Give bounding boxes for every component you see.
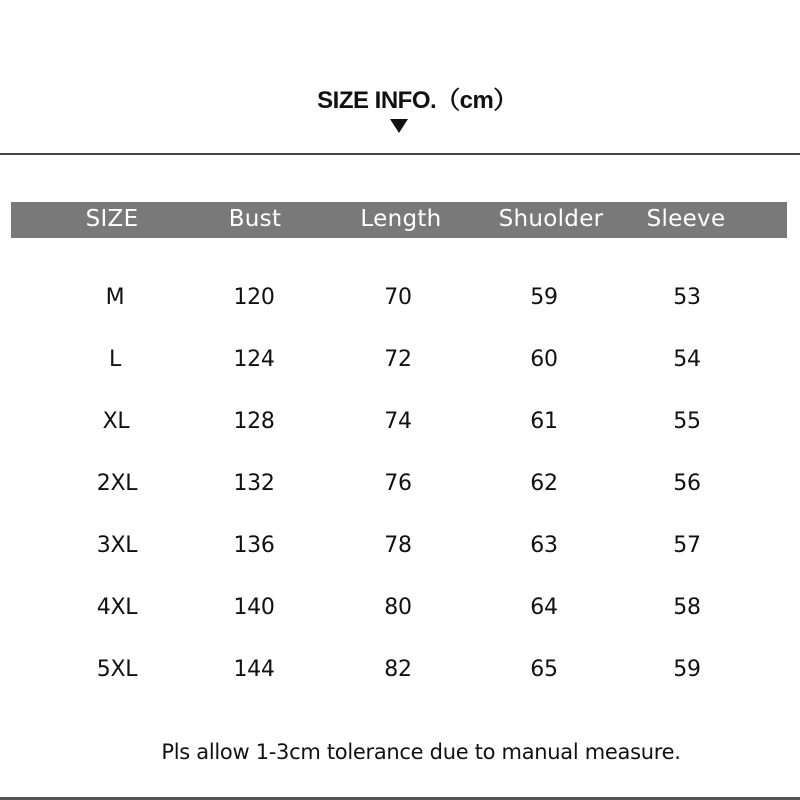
cell-bust: 140 bbox=[233, 595, 275, 620]
cell-sleeve: 58 bbox=[673, 595, 701, 620]
cell-shoulder: 61 bbox=[530, 409, 558, 434]
cell-length: 74 bbox=[384, 409, 412, 434]
cell-bust: 136 bbox=[233, 533, 275, 558]
cell-size: M bbox=[105, 285, 125, 310]
table-row bbox=[0, 347, 800, 387]
header-length: Length bbox=[360, 206, 442, 232]
cell-length: 82 bbox=[384, 657, 412, 682]
cell-length: 70 bbox=[384, 285, 412, 310]
header-sleeve: Sleeve bbox=[646, 206, 726, 232]
cell-sleeve: 59 bbox=[673, 657, 701, 682]
cell-size: 2XL bbox=[96, 471, 138, 496]
cell-shoulder: 60 bbox=[530, 347, 558, 372]
cell-shoulder: 59 bbox=[530, 285, 558, 310]
cell-sleeve: 53 bbox=[673, 285, 701, 310]
table-row bbox=[0, 657, 800, 697]
cell-bust: 128 bbox=[233, 409, 275, 434]
cell-bust: 120 bbox=[233, 285, 275, 310]
cell-size: 4XL bbox=[96, 595, 138, 620]
down-triangle-icon bbox=[389, 118, 409, 134]
table-row bbox=[0, 285, 800, 325]
table-header bbox=[11, 202, 787, 238]
header-shoulder: Shuolder bbox=[498, 206, 604, 232]
table-row bbox=[0, 595, 800, 635]
top-divider bbox=[0, 153, 800, 155]
table-row bbox=[0, 409, 800, 449]
cell-shoulder: 62 bbox=[530, 471, 558, 496]
cell-size: 3XL bbox=[96, 533, 138, 558]
cell-length: 78 bbox=[384, 533, 412, 558]
cell-sleeve: 54 bbox=[673, 347, 701, 372]
cell-length: 80 bbox=[384, 595, 412, 620]
cell-sleeve: 55 bbox=[673, 409, 701, 434]
page-title: SIZE INFO.（cm） bbox=[317, 87, 517, 114]
header-bust: Bust bbox=[228, 206, 282, 232]
cell-size: XL bbox=[102, 409, 130, 434]
cell-bust: 124 bbox=[233, 347, 275, 372]
cell-shoulder: 63 bbox=[530, 533, 558, 558]
cell-shoulder: 64 bbox=[530, 595, 558, 620]
cell-bust: 132 bbox=[233, 471, 275, 496]
cell-size: L bbox=[109, 347, 121, 372]
tolerance-note: Pls allow 1-3cm tolerance due to manual measure. bbox=[161, 740, 681, 764]
cell-sleeve: 57 bbox=[673, 533, 701, 558]
cell-length: 72 bbox=[384, 347, 412, 372]
cell-size: 5XL bbox=[96, 657, 138, 682]
table-row bbox=[0, 533, 800, 573]
cell-length: 76 bbox=[384, 471, 412, 496]
cell-bust: 144 bbox=[233, 657, 275, 682]
table-row bbox=[0, 471, 800, 511]
cell-shoulder: 65 bbox=[530, 657, 558, 682]
header-size: SIZE bbox=[85, 206, 139, 232]
cell-sleeve: 56 bbox=[673, 471, 701, 496]
